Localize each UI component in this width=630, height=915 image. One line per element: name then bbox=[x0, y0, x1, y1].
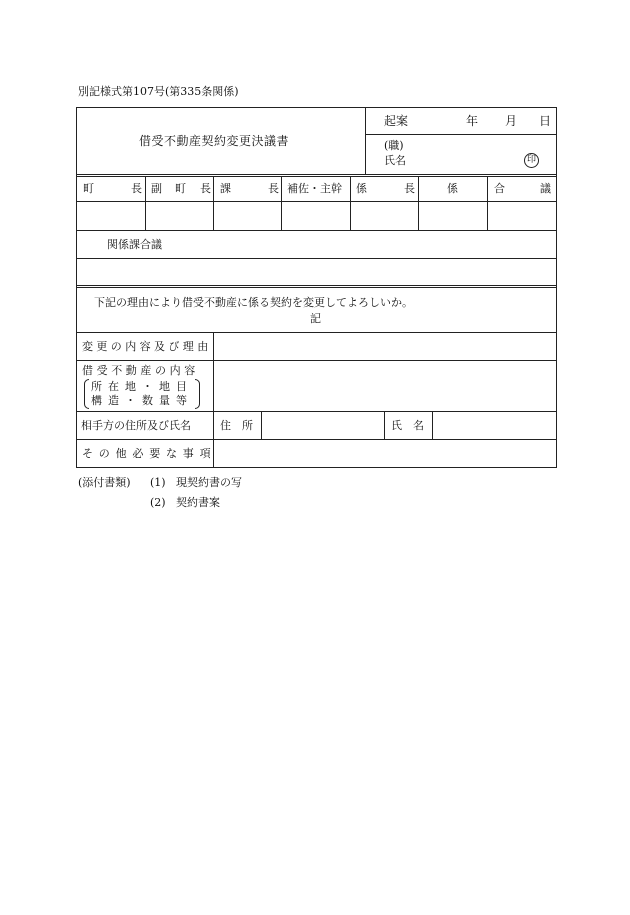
month-label: 月 bbox=[505, 114, 518, 128]
approval-col-3-left: 課 bbox=[220, 182, 231, 195]
draft-label: 起案 bbox=[384, 114, 409, 128]
approval-col-7-right: 議 bbox=[540, 182, 551, 195]
right-bracket bbox=[195, 379, 200, 409]
property-sub-structure: 構造・数量等 bbox=[91, 394, 193, 407]
property-content-label: 借受不動産の内容 bbox=[82, 364, 199, 377]
form-reference: 別記様式第107号(第335条関係) bbox=[78, 85, 239, 98]
approval-col-6-center: 係 bbox=[447, 182, 458, 195]
approval-col-3-right: 長 bbox=[268, 182, 279, 195]
attachments-label: (添付書類) bbox=[78, 476, 131, 489]
property-sub-location: 所在地・地目 bbox=[91, 380, 193, 393]
attachment-2-num: (2) bbox=[150, 496, 166, 509]
approval-col-5-left: 係 bbox=[356, 182, 367, 195]
approval-col-2-mid: 町 bbox=[175, 182, 186, 195]
approval-col-1-right: 長 bbox=[131, 182, 142, 195]
approval-col-5-right: 長 bbox=[404, 182, 415, 195]
attachment-1-text: 現契約書の写 bbox=[176, 476, 242, 489]
address-label: 住 所 bbox=[220, 419, 253, 432]
request-text: 下記の理由により借受不動産に係る契約を変更してよろしいか。 bbox=[94, 296, 413, 309]
attachment-2-text: 契約書案 bbox=[176, 496, 220, 509]
left-bracket bbox=[84, 379, 89, 409]
other-matters-label: その他必要な事項 bbox=[82, 447, 217, 460]
position-label: (職) bbox=[384, 139, 404, 152]
name-label: 氏名 bbox=[384, 154, 406, 167]
approval-col-2-right: 長 bbox=[200, 182, 211, 195]
counterparty-name-label: 氏 名 bbox=[391, 419, 424, 432]
related-section-label: 関係課合議 bbox=[107, 238, 162, 251]
approval-col-2-left: 副 bbox=[151, 182, 162, 195]
year-label: 年 bbox=[466, 114, 479, 128]
ki-label: 記 bbox=[310, 312, 321, 325]
change-content-label: 変更の内容及び理由 bbox=[82, 340, 212, 353]
approval-col-1-left: 町 bbox=[83, 182, 94, 195]
attachment-1-num: (1) bbox=[150, 476, 166, 489]
approval-col-4-center: 補佐・主幹 bbox=[287, 182, 342, 195]
document-title: 借受不動産契約変更決議書 bbox=[139, 134, 290, 148]
approval-col-7-left: 合 bbox=[494, 182, 505, 195]
day-label: 日 bbox=[539, 114, 552, 128]
seal-mark: 印 bbox=[524, 153, 539, 168]
counterparty-label: 相手方の住所及び氏名 bbox=[81, 419, 191, 432]
